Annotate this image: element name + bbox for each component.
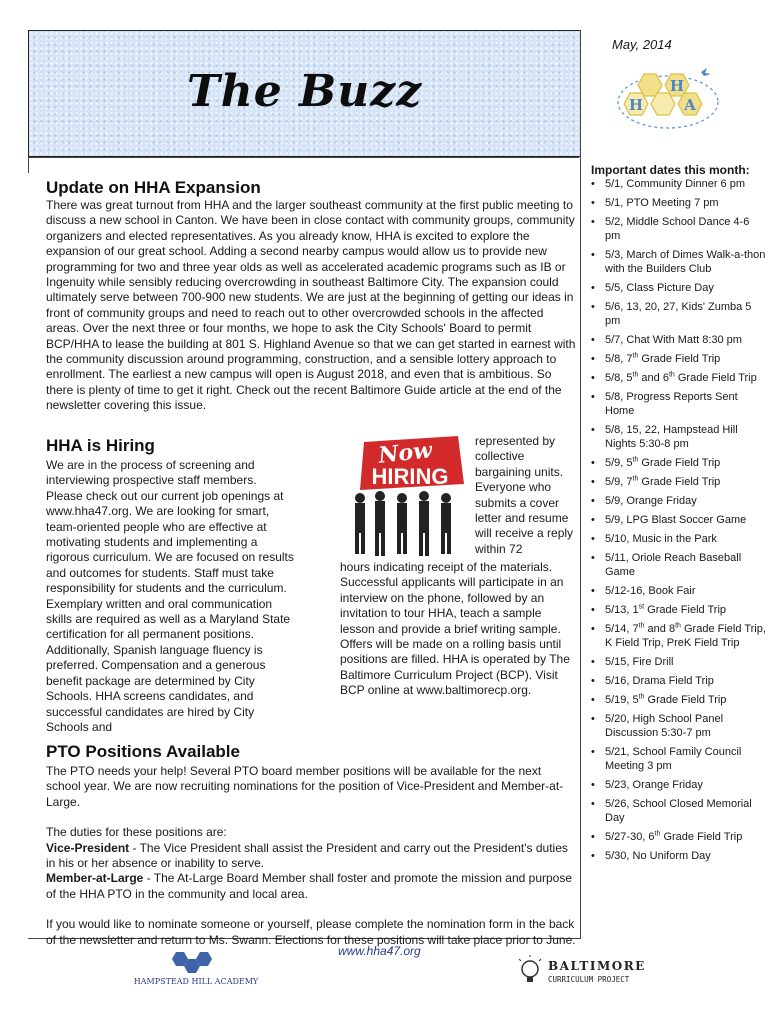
important-date-item: • 5/9, 5th Grade Field Trip (588, 456, 766, 470)
bcp-footer-line2: CURRICULUM PROJECT (548, 975, 630, 984)
hiring-right-text-bottom: hours indicating receipt of the materials. Successful applicants will participate in an interview on the phone, followed by an invitation to tour HHA, teach a sample lesson and provide a brief writing sample. Offers will be made on a rolling basis until positions are filled. HHA is operated by The Baltimore Curriculum Project (BCP). Visit BCP online at www.baltimorecp.org. (340, 560, 570, 698)
important-date-item: • 5/9, 7th Grade Field Trip (588, 475, 766, 489)
pto-vp-label: Vice-President (46, 840, 130, 855)
pto-vp-duty (46, 841, 576, 872)
left-rule-stub (28, 157, 29, 173)
logo-letter-h1: H (628, 96, 644, 114)
important-date-item: • 5/11, Oriole Reach Baseball Game (588, 551, 766, 579)
hampstead-hill-academy-logo (126, 950, 266, 990)
important-date-item: • 5/27-30, 6th Grade Field Trip (588, 830, 766, 844)
important-date-item: • 5/19, 5th Grade Field Trip (588, 693, 766, 707)
pto-closing: If you would like to nominate someone or yourself, please complete the nomination form in the back of the newsletter and return to Ms. Swann. Elections for these positions will take place prior to June. (46, 917, 576, 947)
logo-letter-h2: H (669, 77, 685, 95)
pto-heading: PTO Positions Available (46, 742, 240, 761)
pto-mal-label: Member-at-Large (46, 871, 144, 886)
pto-mal-text: - The At-Large Board Member shall foster and promote the mission and purpose of the HHA PTO in the community and local area. (46, 871, 573, 901)
important-date-item: • 5/6, 13, 20, 27, Kids' Zumba 5 pm (588, 300, 766, 328)
now-text: Now (377, 437, 434, 469)
hha-footer-name: HAMPSTEAD HILL ACADEMY (133, 977, 259, 986)
important-date-item: • 5/21, School Family Council Meeting 3 pm (588, 745, 766, 773)
important-date-item: • 5/9, Orange Friday (588, 494, 766, 508)
expansion-heading: Update on HHA Expansion (46, 178, 261, 197)
bcp-footer-line1: BALTIMORE (548, 959, 646, 973)
important-date-item: • 5/1, Community Dinner 6 pm (588, 177, 766, 191)
important-date-item: • 5/1, PTO Meeting 7 pm (588, 196, 766, 210)
masthead-divider (28, 157, 579, 158)
important-date-item: • 5/8, 5th and 6th Grade Field Trip (588, 371, 766, 385)
important-date-item: • 5/8, Progress Reports Sent Home (588, 390, 766, 418)
hiring-heading: HHA is Hiring (46, 436, 155, 455)
important-date-item: • 5/20, High School Panel Discussion 5:30-7 pm (588, 712, 766, 740)
important-dates-list (588, 177, 766, 868)
hha-hexagon-logo (613, 60, 723, 140)
important-date-item: • 5/2, Middle School Dance 4-6 pm (588, 215, 766, 243)
important-dates-heading: Important dates this month: (591, 163, 750, 177)
important-date-item: • 5/8, 7th Grade Field Trip (588, 352, 766, 366)
footer-url[interactable]: www.hha47.org (338, 944, 421, 958)
hiring-left-text: We are in the process of screening and interviewing prospective staff members. Please check out our current job openings at www.hha47.org. We are looking for smart, team-oriented people who are effective at motivating students and implementing a rigorous curriculum. We are focused on results and outcomes for students. Staff must take responsibility for students and the curriculum. Exemplary written and oral communication skills are required as well as a Maryland State certification for all permanent positions. Additionally, Spanish language fluency is preferred. Compensation and a generous benefit package are determined by City Schools. HHA screens candidates, and successful candidates are hired by City Schools and (46, 458, 294, 734)
important-date-item: • 5/15, Fire Drill (588, 655, 766, 669)
important-date-item: • 5/23, Orange Friday (588, 778, 766, 792)
important-date-item: • 5/5, Class Picture Day (588, 281, 766, 295)
sidebar-divider (580, 30, 581, 938)
important-date-item: • 5/8, 15, 22, Hampstead Hill Nights 5:30-8 pm (588, 423, 766, 451)
hexagon-cluster-icon (172, 952, 212, 973)
logo-letter-a: A (684, 96, 696, 114)
expansion-body: There was great turnout from HHA and the larger southeast community at the first public meeting to discuss a new school in Canton. We have been in close contact with community groups, community organizers and elected representatives. As you already know, HHA is excited to explore the expansion of our great school. Adding a second nearby campus would allow us to provide new programming for two and three year olds as well as accelerated academic programs such as IB or Ingenuity while sensibly reducing overcrowding in southeast Baltimore City. The expansion could ultimately serve between 700-900 new students. We are just at the beginning of getting our ideas in front of community groups and need to reach out to other overcrowded schools in the affected areas. Over the next three or four months, we hope to ask the City Schools' Board to permit BCP/HHA to lease the building at 801 S. Highland Avenue so that we can get started in earnest with the community discussion around programming, construction, and a sensible lottery approach to enrollment. The earliest a new campus will open is August 2018, and even that is ambitious. So there is plenty of time to get it right. Check out the recent Baltimore Guide article at the end of the newsletter covering this issue. (46, 198, 576, 413)
pto-intro: The PTO needs your help! Several PTO board member positions will be available for the next school year. We are now recruiting nominations for the position of Vice-President and Member-at-Large. (46, 764, 564, 809)
important-date-item: • 5/16, Drama Field Trip (588, 674, 766, 688)
important-date-item: • 5/7, Chat With Matt 8:30 pm (588, 333, 766, 347)
pto-section-body (46, 764, 576, 948)
important-date-item: • 5/12-16, Book Fair (588, 584, 766, 598)
baltimore-curriculum-project-logo (518, 955, 658, 989)
important-date-item: • 5/10, Music in the Park (588, 532, 766, 546)
important-date-item: • 5/30, No Uniform Day (588, 849, 766, 863)
pto-vp-text: - The Vice President shall assist the President and carry out the President's duties in his or her absence or inability to serve. (46, 840, 568, 871)
important-date-item: • 5/9, LPG Blast Soccer Game (588, 513, 766, 527)
important-date-item: • 5/26, School Closed Memorial Day (588, 797, 766, 825)
pto-mal-duty (46, 871, 576, 902)
hex-cell (651, 93, 675, 115)
important-date-item: • 5/3, March of Dimes Walk-a-thon with the Builders Club (588, 248, 766, 276)
people-silhouettes (355, 491, 451, 556)
newsletter-title: The Buzz (187, 66, 423, 117)
bird-icon (701, 68, 711, 76)
pto-duties-intro: The duties for these positions are: (46, 825, 227, 840)
lightbulb-icon (519, 955, 541, 982)
important-date-item: • 5/13, 1st Grade Field Trip (588, 603, 766, 617)
important-date-item: • 5/14, 7th and 8th Grade Field Trip, K Field Trip, PreK Field Trip (588, 622, 766, 650)
now-hiring-image (346, 432, 468, 560)
hiring-right-text-top: represented by collective bargaining units. Everyone who submits a cover letter and resume will receive a reply within 72 (475, 434, 574, 556)
issue-date: May, 2014 (612, 37, 672, 52)
hiring-text: HIRING (371, 464, 449, 489)
